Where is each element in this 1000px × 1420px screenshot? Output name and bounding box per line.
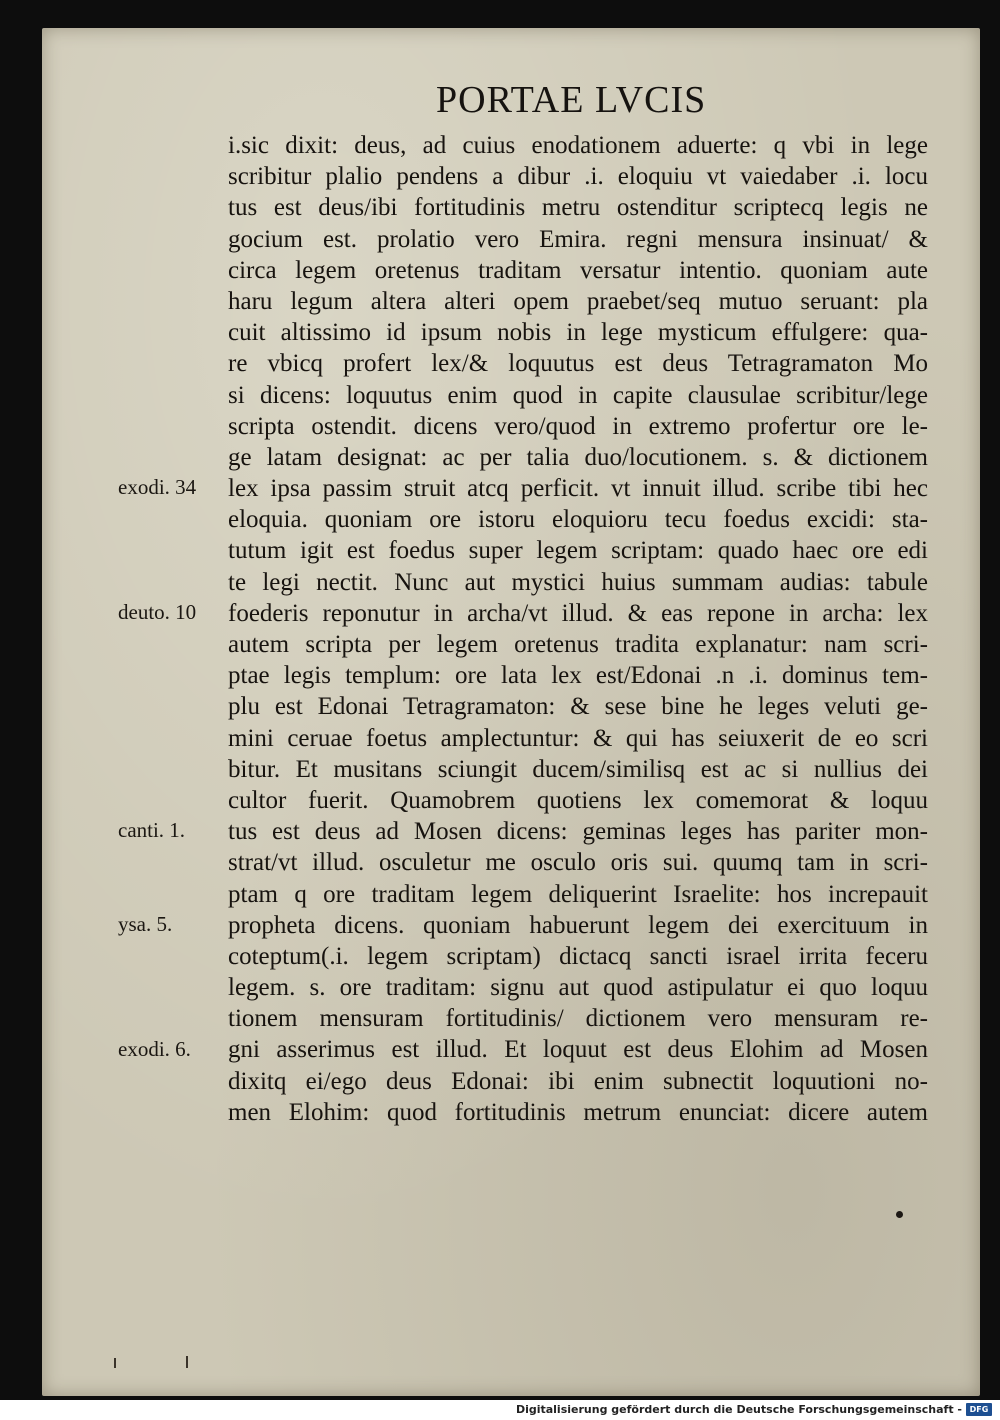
dfg-logo: DFG <box>966 1403 992 1416</box>
marginal-note: canti. 1. <box>118 818 186 843</box>
text-line: cuit altissimo id ipsum nobis in lege mysticum effulgere: qua- <box>228 319 928 347</box>
text-line: haru legum altera alteri opem praebet/seq mutuo seruant: pla <box>228 287 928 315</box>
text-line: scribitur plalio pendens a dibur .i. eloquiu vt vaiedaber .i. locu <box>228 163 928 191</box>
marginal-note: ysa. 5. <box>118 912 173 936</box>
text-line: tus est deus ad Mosen dicens: geminas leges has pariter mon- <box>228 818 928 846</box>
text-line: coteptum(.i. legem scriptam) dictacq sancti israel irrita feceru <box>228 942 928 970</box>
text-line: tionem mensuram fortitudinis/ dictionem vero mensuram re- <box>228 1005 928 1033</box>
text-line: tus est deus/ibi fortitudinis metru ostenditur scriptecq legis ne <box>228 194 928 222</box>
margin-tick-mark <box>186 1356 188 1368</box>
text-line: legem. s. ore traditam: signu aut quod astipulatur ei quo loquu <box>228 974 928 1002</box>
text-line: cultor fuerit. Quamobrem quotiens lex comemorat & loquu <box>228 786 928 814</box>
text-line: ge latam designat: ac per talia duo/locutionem. s. & dictionem <box>228 443 928 471</box>
text-line: foederis reponutur in archa/vt illud. & eas repone in archa: lex <box>228 599 928 627</box>
margin-tick-mark <box>114 1358 116 1368</box>
text-line: dixitq ei/ego deus Edonai: ibi enim subnectit loquutioni no- <box>228 1067 928 1095</box>
text-line: ptam q ore traditam legem deliquerint Israelite: hos increpauit <box>228 880 928 908</box>
text-line: eloquia. quoniam ore istoru eloquioru tecu foedus excidi: sta- <box>228 506 928 534</box>
text-line: men Elohim: quod fortitudinis metrum enunciat: dicere autem <box>228 1098 928 1126</box>
text-line: mini ceruae foetus amplectuntur: & qui has seiuxerit de eo scri <box>228 724 928 752</box>
ink-speck <box>896 1211 903 1218</box>
text-line: ptae legis templum: ore lata lex est/Edonai .n .i. dominus tem- <box>228 662 928 690</box>
text-line: propheta dicens. quoniam habuerunt legem dei exercituum in <box>228 911 928 939</box>
text-line: plu est Edonai Tetragramaton: & sese bine he leges veluti ge- <box>228 693 928 721</box>
page-title: PORTAE LVCIS <box>436 79 707 121</box>
text-line: gocium est. prolatio vero Emira. regni mensura insinuat/ & <box>228 225 928 253</box>
text-line: tutum igit est foedus super legem scriptam: quado haec ore edi <box>228 537 928 565</box>
text-line: te legi nectit. Nunc aut mystici huius summam audias: tabule <box>228 568 928 596</box>
text-line: i.sic dixit: deus, ad cuius enodationem aduerte: q vbi in lege <box>228 132 928 159</box>
text-line: autem scripta per legem oretenus tradita explanatur: nam scri- <box>228 631 928 658</box>
text-line: scripta ostendit. dicens vero/quod in extremo profertur ore le- <box>228 412 928 440</box>
text-line: lex ipsa passim struit atcq perficit. vt innuit illud. scribe tibi hec <box>228 475 928 503</box>
footer-credit: Digitalisierung gefördert durch die Deutsche Forschungsgemeinschaft - <box>515 1403 962 1416</box>
footer-bar <box>0 1400 1000 1420</box>
marginal-note: exodi. 6. <box>118 1036 191 1061</box>
marginal-note: exodi. 34 <box>118 475 197 500</box>
marginal-note: deuto. 10 <box>118 600 197 624</box>
text-line: re vbicq profert lex/& loquutus est deus Tetragramaton Mo <box>228 350 928 378</box>
text-line: strat/vt illud. osculetur me osculo oris sui. quumq tam in scri- <box>228 849 928 877</box>
body-text <box>228 130 928 1128</box>
text-line: si dicens: loquutus enim quod in capite clausulae scribitur/lege <box>228 381 928 409</box>
text-line: bitur. Et musitans sciungit ducem/similisq est ac si nullius dei <box>228 755 928 783</box>
text-line: gni asserimus est illud. Et loquut est deus Elohim ad Mosen <box>228 1036 928 1064</box>
text-line: circa legem oretenus traditam versatur intentio. quoniam aute <box>228 256 928 284</box>
